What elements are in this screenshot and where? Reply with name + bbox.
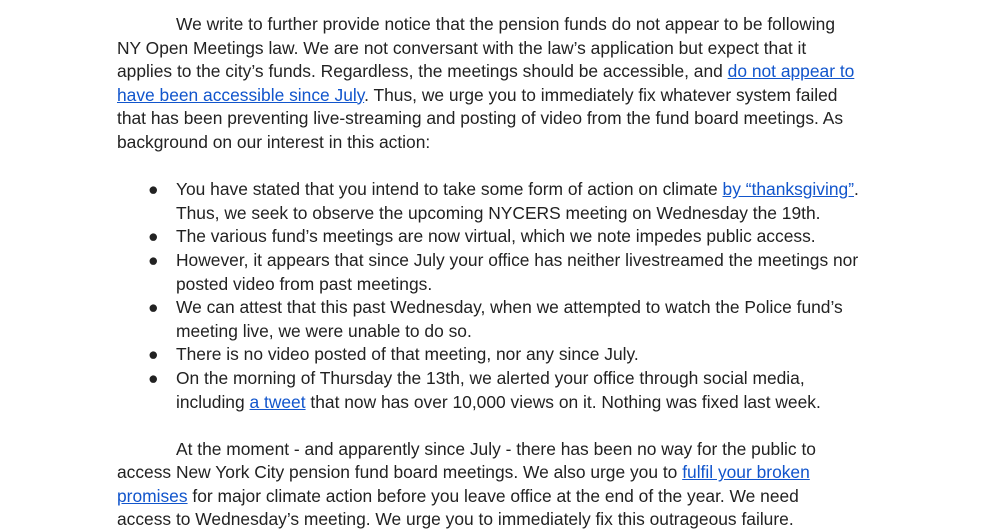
text-segment: that now has over 10,000 views on it. Nothing was fixed last week. [305,391,821,412]
text-line: that has been preventing live-streaming and posting of video from the fund board meetings. As [117,108,844,129]
document-body [117,13,907,532]
bullet-icon: ● [148,297,159,318]
link-fulfil-broken-promises[interactable]: fulfil your broken [682,462,810,483]
text-line: NY Open Meetings law. We are not conversant with the law’s application but expect that it [117,37,807,58]
text-line: We write to further provide notice that the pension funds do not appear to be following [176,14,836,34]
paragraph-closing [117,438,907,532]
text-line [117,461,907,485]
text-line: access to Wednesday’s meeting. We urge you to immediately fix this outrageous failure. [117,509,794,530]
bullet-icon: ● [148,179,159,200]
bullet-icon: ● [148,344,159,365]
bullet-icon: ● [148,249,159,270]
text-line [117,84,907,108]
bullet-icon: ● [148,367,159,388]
text-line [117,485,907,509]
text-line: At the moment - and apparently since July - there has been no way for the public to [176,438,816,459]
text-segment: access New York City pension fund board meetings. We also urge you to [117,462,683,483]
list-item [117,178,907,225]
text-segment: applies to the city’s funds. Regardless, the meetings should be accessible, and [117,61,728,82]
text-segment: There is no video posted of that meeting, nor any since July. [176,344,639,365]
link-by-thanksgiving[interactable]: by “thanksgiving” [722,179,854,200]
list-item [117,296,907,343]
text-segment: . Thus, we urge you to immediately fix whatever system failed [364,84,838,105]
text-line: background on our interest in this action: [117,131,431,152]
text-segment: The various fund’s meetings are now virtual, which we note impedes public access. [176,226,816,247]
text-line: Thus, we seek to observe the upcoming NYCERS meeting on Wednesday the 19th. [176,202,821,223]
paragraph-spacer [117,414,907,438]
link-a-tweet[interactable]: a tweet [249,391,306,412]
bullet-list [117,178,907,414]
list-item [117,225,907,249]
text-line [117,60,907,84]
paragraph-spacer [117,155,907,179]
text-line: meeting live, we were unable to do so. [176,320,472,341]
text-segment: including [176,391,250,412]
text-line [117,391,907,415]
paragraph-intro [117,13,907,155]
text-segment: for major climate action before you leave office at the end of the year. We need [187,485,799,506]
list-item [117,249,907,296]
text-segment: . [854,179,859,200]
text-segment: However, it appears that since July your office has neither livestreamed the meetings nor [176,249,859,270]
list-item [117,343,907,367]
text-segment: On the morning of Thursday the 13th, we alerted your office through social media, [176,367,805,388]
text-segment: We can attest that this past Wednesday, when we attempted to watch the Police fund’s [176,297,843,318]
text-segment: You have stated that you intend to take some form of action on climate [176,179,723,200]
bullet-icon: ● [148,226,159,247]
text-line: posted video from past meetings. [176,273,433,294]
link-not-accessible-since-july[interactable]: do not appear to [727,61,855,82]
link-fulfil-broken-promises-cont[interactable]: promises [117,485,188,506]
list-item [117,367,907,414]
link-not-accessible-since-july-cont[interactable]: have been accessible since July [117,84,365,105]
